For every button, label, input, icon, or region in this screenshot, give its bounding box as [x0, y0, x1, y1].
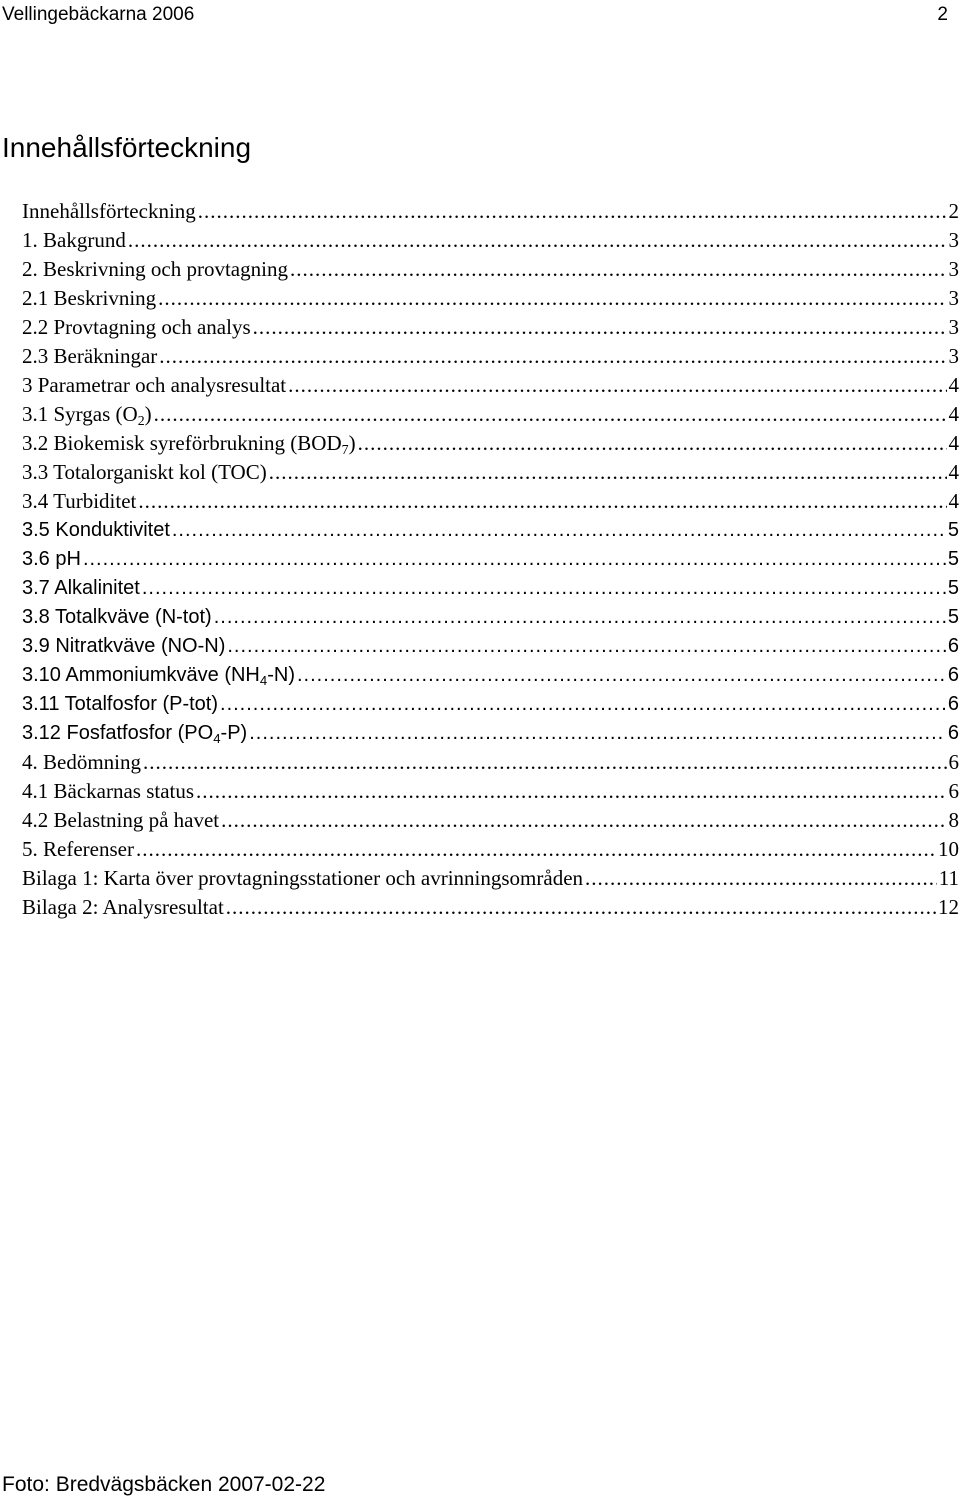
toc-entry[interactable] — [22, 516, 960, 545]
toc-entry-text: 4.2 Belastning på havet — [22, 808, 220, 832]
toc-entry-text — [22, 719, 247, 749]
toc-entry[interactable] — [22, 632, 960, 661]
toc-entry-text: 3.5 Konduktivitet — [22, 519, 170, 541]
toc-entry[interactable] — [22, 429, 960, 458]
toc-entry-page: 6 — [947, 635, 959, 657]
toc-entry-text-after: -N) — [267, 664, 295, 686]
toc-entry-page: 3 — [948, 315, 959, 339]
toc-entry-page: 10 — [938, 837, 959, 861]
toc-entry-text: 4. Bedömning — [22, 750, 141, 774]
toc-entry[interactable] — [22, 371, 960, 400]
toc-entry-page: 3 — [948, 286, 959, 310]
toc-entry[interactable] — [22, 835, 960, 864]
toc-leader-dots — [159, 342, 946, 371]
toc-leader-dots — [290, 255, 947, 284]
toc-leader-dots — [136, 835, 936, 864]
toc-entry-page: 4 — [948, 373, 959, 397]
photo-caption: Foto: Bredvägsbäcken 2007-02-22 — [2, 1473, 326, 1496]
toc-entry-page: 5 — [947, 577, 959, 599]
toc-leader-dots — [83, 545, 946, 574]
toc-leader-dots — [358, 429, 947, 458]
toc-entry-text: Innehållsförteckning — [22, 199, 196, 223]
toc-entry-page: 2 — [948, 199, 959, 223]
toc-entry-text: 2.1 Beskrivning — [22, 286, 157, 310]
toc-entry-text: 2.2 Provtagning och analys — [22, 315, 251, 339]
toc-entry[interactable] — [22, 313, 960, 342]
toc-entry[interactable] — [22, 284, 960, 313]
document-title: Vellingebäckarna 2006 — [2, 4, 195, 25]
toc-leader-dots — [142, 574, 946, 603]
toc-entry-text: 3.8 Totalkväve (N-tot) — [22, 606, 212, 628]
toc-entry-text: 3.4 Turbiditet — [22, 489, 137, 513]
toc-entry-text: 3.7 Alkalinitet — [22, 577, 140, 599]
toc-leader-dots — [269, 458, 947, 487]
toc-leader-dots — [221, 806, 946, 835]
toc-entry-text: 3 Parametrar och analysresultat — [22, 373, 287, 397]
toc-leader-dots — [220, 690, 946, 719]
toc-entry-page: 11 — [938, 866, 959, 890]
toc-entry-page: 4 — [948, 489, 959, 513]
toc-entry-page: 3 — [948, 257, 959, 281]
toc-entry-page: 6 — [948, 779, 959, 803]
toc-entry[interactable] — [22, 603, 960, 632]
toc-entry-subscript: 2 — [137, 412, 145, 428]
toc-leader-dots — [154, 400, 947, 429]
toc-heading: Innehållsförteckning — [2, 132, 252, 163]
toc-entry-page: 4 — [948, 460, 959, 484]
toc-entry-text-before: 3.2 Biokemisk syreförbrukning (BOD — [22, 431, 342, 455]
toc-entry-text: 3.11 Totalfosfor (P-tot) — [22, 693, 219, 715]
toc-leader-dots — [227, 632, 946, 661]
toc-entry-page: 4 — [948, 431, 959, 455]
toc-entry-page: 5 — [947, 606, 959, 628]
toc-leader-dots — [143, 748, 947, 777]
toc-leader-dots — [214, 603, 946, 632]
toc-entry[interactable] — [22, 226, 960, 255]
toc-leader-dots — [288, 371, 946, 400]
toc-entry-page: 6 — [948, 750, 959, 774]
toc-entry-text — [22, 400, 152, 431]
toc-leader-dots — [138, 487, 946, 516]
toc-entry[interactable] — [22, 893, 960, 922]
toc-entry-subscript: 4 — [213, 730, 221, 746]
toc-entry-text: 2.3 Beräkningar — [22, 344, 158, 368]
toc-entry[interactable] — [22, 487, 960, 516]
toc-entry[interactable] — [22, 690, 960, 719]
toc-entry-page: 6 — [947, 664, 959, 686]
toc-entry-text-after: -P) — [220, 722, 248, 744]
toc-entry-text: Bilaga 2: Analysresultat — [22, 895, 224, 919]
toc-entry-text: 2. Beskrivning och provtagning — [22, 257, 288, 281]
toc-entry[interactable] — [22, 748, 960, 777]
toc-entry-page: 6 — [947, 722, 959, 744]
toc-entry[interactable] — [22, 777, 960, 806]
toc-leader-dots — [128, 226, 947, 255]
page-header — [0, 4, 960, 26]
toc-entry-page: 5 — [947, 548, 959, 570]
toc-entry-subscript: 7 — [341, 441, 349, 457]
toc-leader-dots — [198, 197, 947, 226]
toc-leader-dots — [253, 313, 947, 342]
toc-entry[interactable] — [22, 197, 960, 226]
toc-entry[interactable] — [22, 806, 960, 835]
table-of-contents — [22, 197, 960, 922]
toc-entry-text: Bilaga 1: Karta över provtagningsstationer och avrinningsområden — [22, 866, 584, 890]
toc-entry-text-after: ) — [348, 431, 356, 455]
toc-entry[interactable] — [22, 545, 960, 574]
toc-entry[interactable] — [22, 574, 960, 603]
toc-entry[interactable] — [22, 342, 960, 371]
toc-entry[interactable] — [22, 661, 960, 690]
toc-entry-page: 5 — [947, 519, 959, 541]
page-number: 2 — [937, 4, 948, 25]
toc-entry-page: 4 — [948, 402, 959, 426]
toc-entry-text: 3.9 Nitratkväve (NO-N) — [22, 635, 226, 657]
toc-entry-text: 3.3 Totalorganiskt kol (TOC) — [22, 460, 267, 484]
toc-entry-text-before: 3.1 Syrgas (O — [22, 402, 138, 426]
toc-leader-dots — [297, 661, 946, 690]
toc-entry-page: 8 — [948, 808, 959, 832]
toc-entry-text-after: ) — [144, 402, 152, 426]
toc-entry-page: 6 — [947, 693, 959, 715]
toc-entry-text: 1. Bakgrund — [22, 228, 126, 252]
toc-entry[interactable] — [22, 719, 960, 748]
toc-entry-page: 3 — [948, 344, 959, 368]
toc-entry[interactable] — [22, 458, 960, 487]
toc-entry-text: 4.1 Bäckarnas status — [22, 779, 195, 803]
toc-entry-text-before: 3.10 Ammoniumkväve (NH — [22, 664, 260, 686]
toc-leader-dots — [172, 516, 946, 545]
toc-leader-dots — [585, 864, 937, 893]
toc-entry-text: 5. Referenser — [22, 837, 134, 861]
toc-entry-text-before: 3.12 Fosfatfosfor (PO — [22, 722, 214, 744]
toc-entry-text — [22, 661, 295, 691]
toc-entry[interactable] — [22, 255, 960, 284]
toc-leader-dots — [196, 777, 946, 806]
toc-entry[interactable] — [22, 864, 960, 893]
toc-entry-text — [22, 429, 356, 460]
toc-leader-dots — [226, 893, 936, 922]
toc-entry-page: 3 — [948, 228, 959, 252]
toc-entry-page: 12 — [938, 895, 959, 919]
toc-entry[interactable] — [22, 400, 960, 429]
toc-entry-text: 3.6 pH — [22, 548, 81, 570]
toc-leader-dots — [158, 284, 946, 313]
toc-leader-dots — [249, 719, 946, 748]
toc-entry-subscript: 4 — [259, 672, 268, 688]
